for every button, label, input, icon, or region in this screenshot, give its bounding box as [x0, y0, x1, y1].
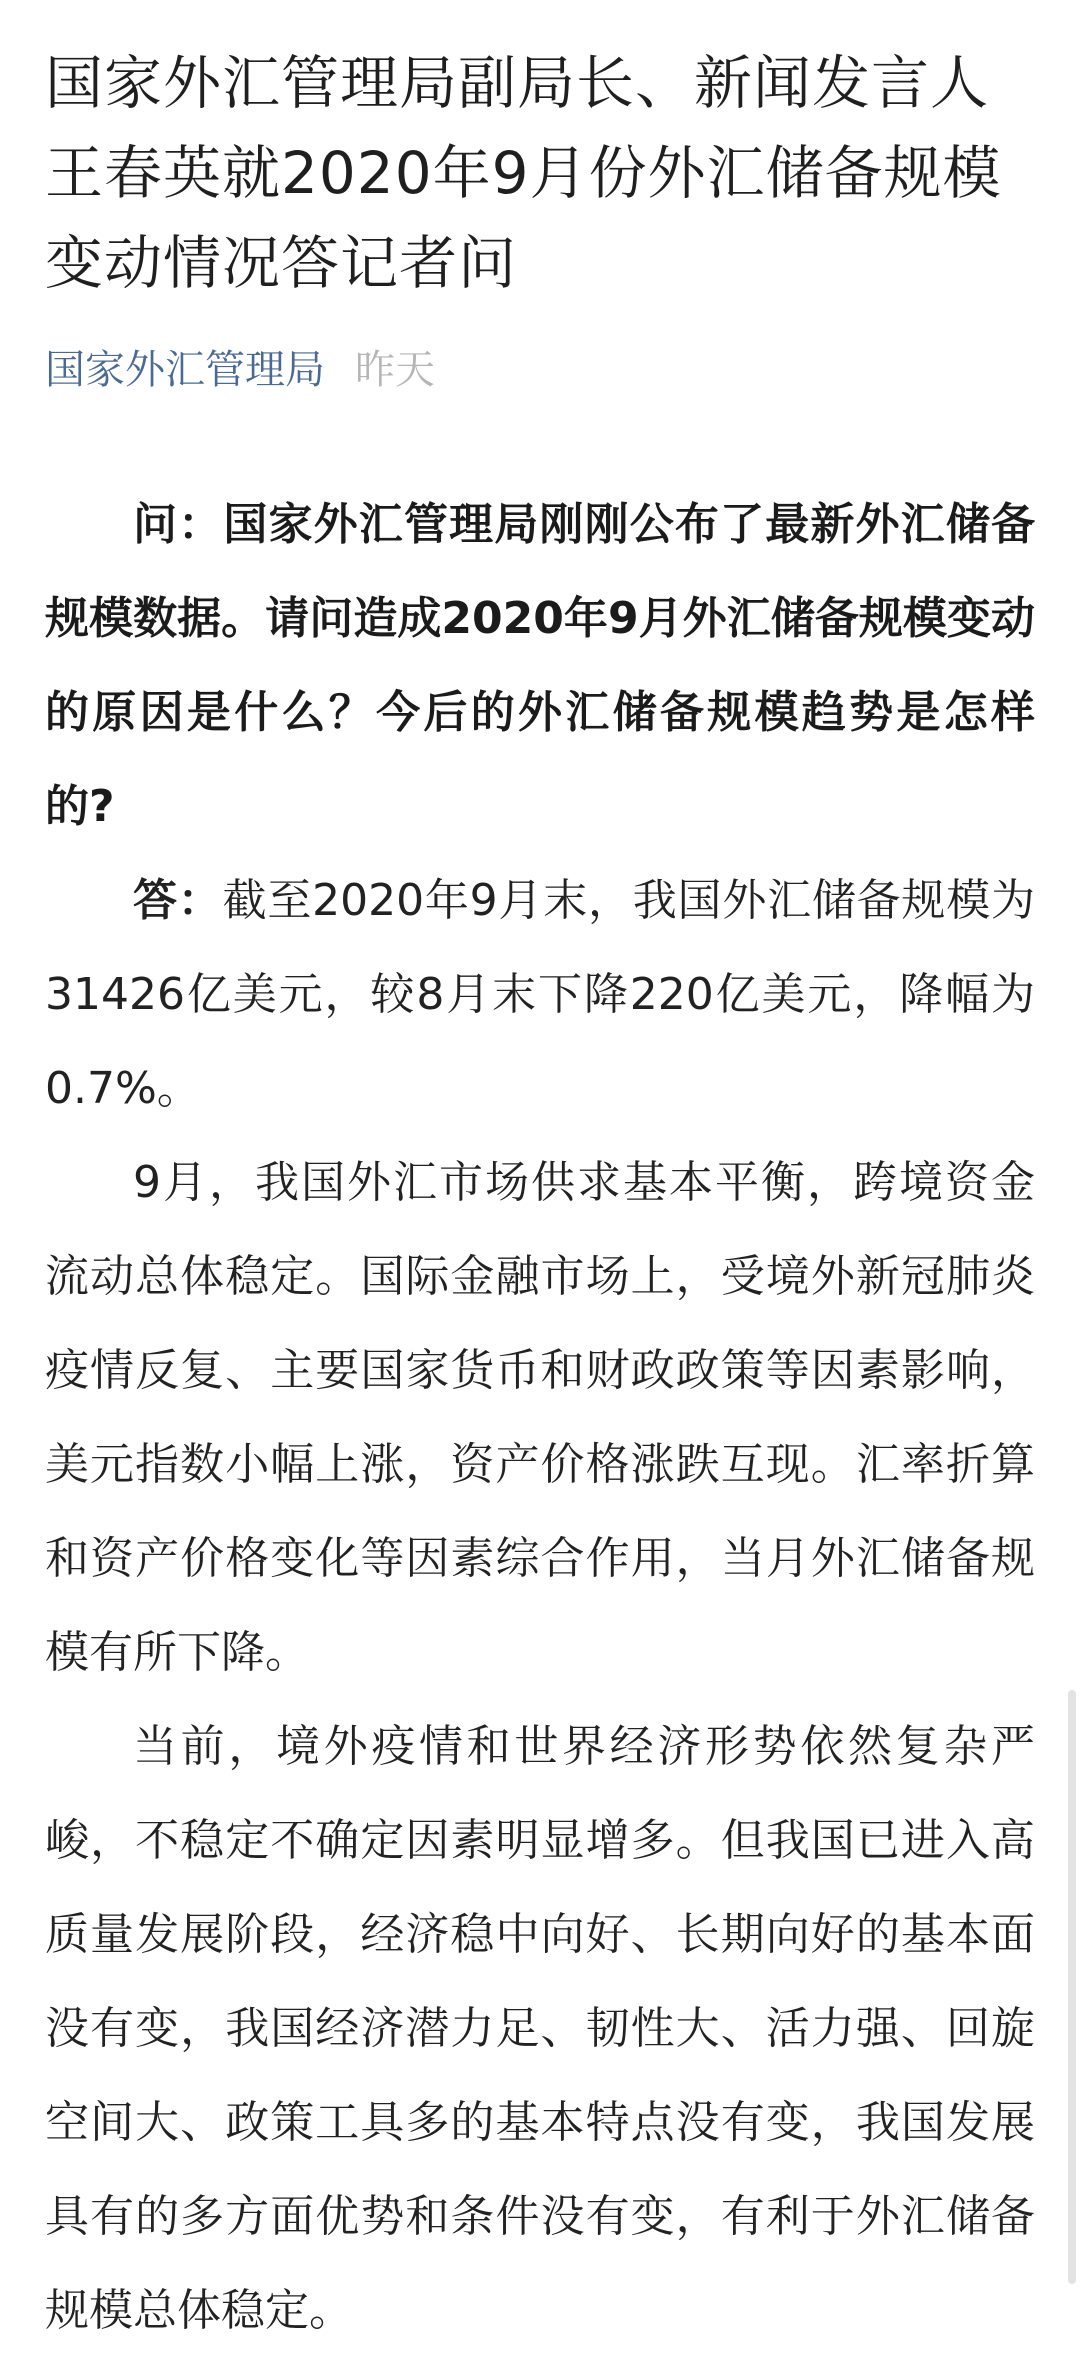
- article: [45, 38, 1035, 2358]
- vertical-scrollbar[interactable]: [1068, 1690, 1076, 2284]
- publish-time: 昨天: [355, 347, 435, 393]
- title-line-2: 王春英就2020年9月份外汇储备规模: [45, 139, 1002, 207]
- answer-label: 答：: [133, 875, 223, 926]
- answer-paragraph: [45, 854, 1035, 1136]
- body-paragraph-3: 当前，境外疫情和世界经济形势依然复杂严峻，不稳定不确定因素明显增多。但我国已进入高质量发展阶段，经济稳中向好、长期向好的基本面没有变，我国经济潜力足、韧性大、活力强、回旋空间大、政策工具多的基本特点没有变，我国发展具有的多方面优势和条件没有变，有利于外汇储备规模总体稳定。: [45, 1721, 1035, 2336]
- article-title: [45, 38, 1035, 308]
- title-line-1: 国家外汇管理局副局长、新闻发言人: [45, 49, 990, 117]
- source-link[interactable]: 国家外汇管理局: [45, 347, 325, 393]
- article-body: [45, 478, 1035, 2358]
- answer-text: 截至2020年9月末，我国外汇储备规模为31426亿美元，较8月末下降220亿美元，降幅为0.7%。: [45, 875, 1035, 1114]
- title-line-3: 变动情况答记者问: [45, 229, 518, 297]
- body-paragraph-2: 9月，我国外汇市场供求基本平衡，跨境资金流动总体稳定。国际金融市场上，受境外新冠肺炎疫情反复、主要国家货币和财政政策等因素影响，美元指数小幅上涨，资产价格涨跌互现。汇率折算和资产价格变化等因素综合作用，当月外汇储备规模有所下降。: [45, 1157, 1035, 1678]
- article-meta: [45, 342, 1035, 398]
- question-paragraph: 问：国家外汇管理局刚刚公布了最新外汇储备规模数据。请问造成2020年9月外汇储备规模变动的原因是什么？今后的外汇储备规模趋势是怎样的?: [45, 499, 1035, 832]
